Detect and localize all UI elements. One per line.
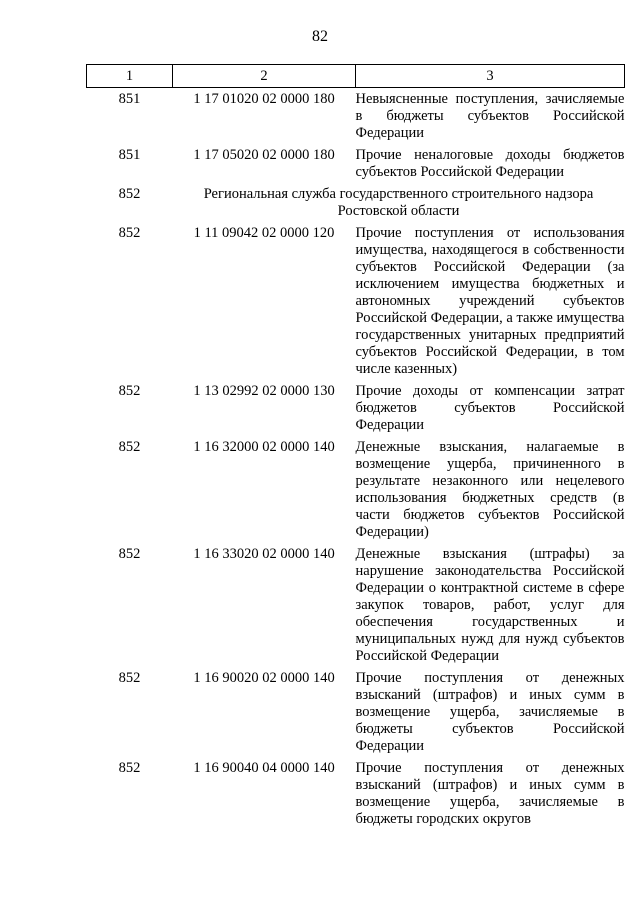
table-row (87, 88, 625, 146)
table-row (87, 437, 625, 544)
header-row (87, 65, 625, 88)
revenue-code-cell: 1 13 02992 02 0000 130 (193, 383, 335, 399)
table-section-title-row (87, 184, 625, 223)
revenue-code-cell: 1 17 01020 02 0000 180 (193, 91, 335, 107)
revenue-description-cell: Денежные взыскания (штрафы) за нарушение законодательства Российской Федерации о контрактной системе в сфере закупок товаров, работ, услуг для обеспечения государственных и муниципальных нужд для нужд субъектов Российской Федерации (355, 546, 625, 664)
revenue-description-cell: Прочие поступления от использования имущества, находящегося в собственности субъектов Российской Федерации (за исключением имущества бюджетных и автономных учреждений субъектов Российской Федерации, а также имущества государственных унитарных предприятий субъектов Российской Федерации, в том числе казенных) (355, 225, 625, 377)
admin-code-cell: 852 (118, 383, 141, 399)
admin-code-cell: 852 (118, 760, 141, 776)
revenue-code-cell: 1 16 90020 02 0000 140 (193, 670, 335, 686)
table-row (87, 145, 625, 184)
revenue-code-table (86, 64, 625, 831)
column-header-1: 1 (87, 65, 173, 88)
revenue-code-cell: 1 16 90040 04 0000 140 (193, 760, 335, 776)
admin-code-cell: 852 (118, 225, 141, 241)
revenue-description-cell: Прочие поступления от денежных взысканий (штрафов) и иных сумм в возмещение ущерба, зачисляемые в бюджеты субъектов Российской Федерации (355, 670, 625, 754)
admin-code-cell: 852 (118, 670, 141, 686)
table-header (87, 65, 625, 88)
admin-code-cell: 852 (118, 439, 141, 455)
admin-code-cell: 852 (118, 186, 141, 202)
revenue-description-cell: Невыясненные поступления, зачисляемые в бюджеты субъектов Российской Федерации (355, 91, 625, 141)
revenue-description-cell: Денежные взыскания, налагаемые в возмещение ущерба, причиненного в результате незаконного или нецелевого использования бюджетных средств (в части бюджетов субъектов Российской Федерации) (355, 439, 625, 540)
revenue-description-cell: Прочие поступления от денежных взысканий (штрафов) и иных сумм в возмещение ущерба, зачисляемые в бюджеты городских округов (355, 760, 625, 827)
revenue-code-cell: 1 17 05020 02 0000 180 (193, 147, 335, 163)
table-row (87, 668, 625, 758)
table-row (87, 544, 625, 668)
page-number: 82 (312, 28, 328, 45)
section-title-cell: Региональная служба государственного строительного надзора Ростовской области (203, 186, 594, 219)
admin-code-cell: 851 (118, 91, 141, 107)
revenue-description-cell: Прочие неналоговые доходы бюджетов субъектов Российской Федерации (355, 147, 625, 180)
revenue-description-cell: Прочие доходы от компенсации затрат бюджетов субъектов Российской Федерации (355, 383, 625, 433)
table-body (87, 88, 625, 832)
revenue-code-cell: 1 11 09042 02 0000 120 (193, 225, 335, 241)
column-header-3: 3 (356, 65, 625, 88)
revenue-code-cell: 1 16 32000 02 0000 140 (193, 439, 335, 455)
admin-code-cell: 852 (118, 546, 141, 562)
admin-code-cell: 851 (118, 147, 141, 163)
revenue-code-cell: 1 16 33020 02 0000 140 (193, 546, 335, 562)
table-row (87, 381, 625, 437)
column-header-2: 2 (173, 65, 356, 88)
table-row (87, 758, 625, 831)
table-row (87, 223, 625, 381)
